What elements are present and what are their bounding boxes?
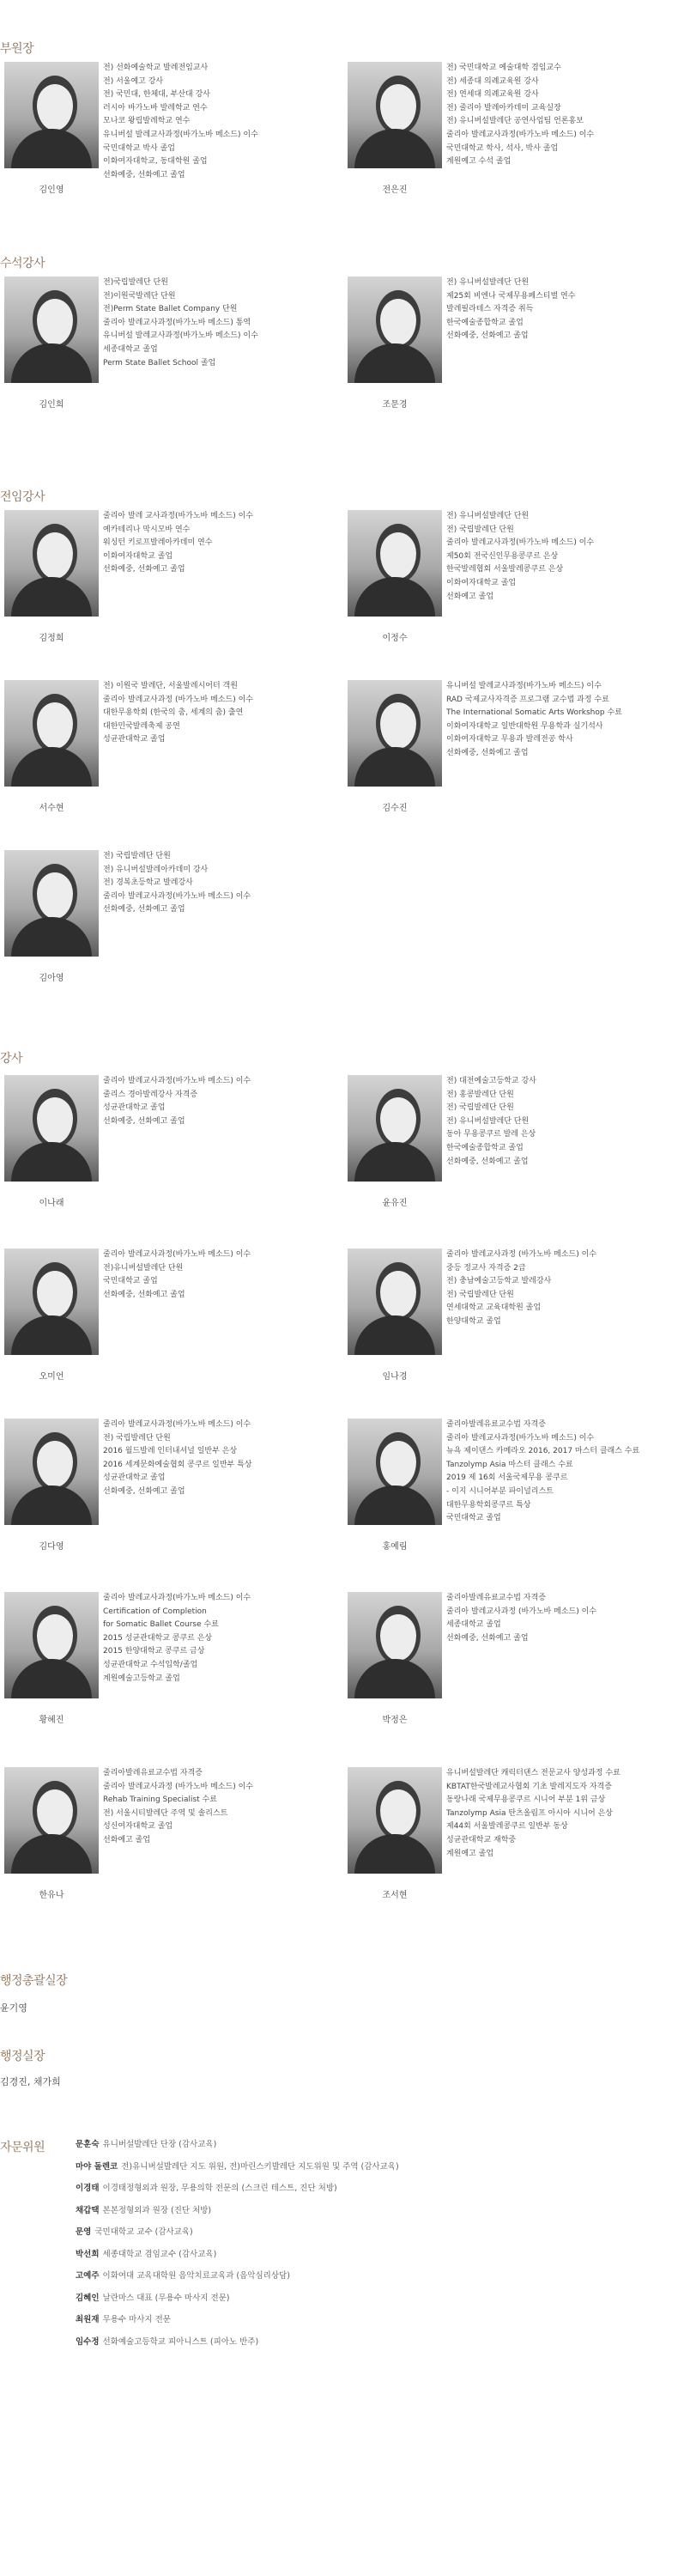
- bio-line: 전) 홍콩발레단 단원: [446, 1090, 514, 1099]
- bio-line: 이화여자대학교 졸업: [103, 551, 173, 561]
- bio-line: 예카테리나 막시모바 연수: [103, 525, 191, 534]
- profile-card: [0, 1419, 326, 1564]
- bio-line: 전) 연세대 의례교육원 강사: [446, 90, 539, 100]
- portrait-photo: [348, 1075, 442, 1182]
- bio-line: 선화예고 졸업: [446, 592, 494, 601]
- bio-line: 전) 선화예술학교 발레전임교사: [103, 64, 209, 72]
- bio-line: The International Somatic Arts Workshop 수료: [446, 708, 622, 718]
- bio-line: 전) 이원국 발레단, 서울발레시어터 객원: [103, 682, 238, 690]
- profile-bio: [446, 1767, 668, 1861]
- advisor-item: [76, 2137, 399, 2160]
- bio-line: KBTAT한국발레교사협회 기초 발레지도자 자격증: [446, 1782, 612, 1791]
- profile-bio: [103, 1592, 324, 1686]
- bio-line: 전) 세종대 의례교육원 강사: [446, 76, 539, 86]
- bio-line: 성균관대학교 졸업: [103, 1103, 166, 1113]
- bio-line: 선화예중, 선화예고 졸업: [446, 748, 529, 757]
- portrait-photo: [4, 1767, 99, 1874]
- portrait-photo: [4, 1249, 99, 1355]
- bio-line: Tanzolymp Asia 탄츠올림프 아시아 시니어 은상: [446, 1808, 613, 1818]
- portrait-photo: [348, 510, 442, 617]
- profile-card: [343, 510, 669, 656]
- bio-line: 전) 줄리아 발레아카데미 교육실장: [446, 103, 561, 112]
- bio-line: 한국발레협회 서울발레콩쿠르 은상: [446, 565, 564, 574]
- profile-card: [0, 510, 326, 656]
- bio-line: 한국예술종합학교 졸업: [446, 318, 524, 327]
- bio-line: 전) 경복초등학교 발레강사: [103, 878, 193, 888]
- bio-line: 워싱턴 키로프발레아카데미 연수: [103, 538, 213, 548]
- bio-line: 국민대학교 졸업: [103, 1277, 158, 1286]
- bio-line: 줄리아 발레교사과정(바가노바 메소드) 이수: [446, 1433, 595, 1443]
- bio-line: 전) 유니버설발레단 단원: [446, 512, 530, 520]
- profile-card: [0, 850, 326, 996]
- bio-line: 전) 서울예고 강사: [103, 76, 164, 86]
- profile-bio: [103, 1075, 324, 1128]
- profile-bio: [103, 276, 324, 370]
- bio-line: 성균관대학교 졸업: [103, 735, 166, 744]
- bio-line: RAD 국제교사자격증 프로그램 교수법 과정 수료: [446, 695, 609, 704]
- bio-line: 이화여자대학교 일반대학원 무용학과 실기석사: [446, 721, 603, 731]
- bio-line: 선화예중, 선화예고 졸업: [103, 905, 185, 914]
- advisor-desc: 선화예술고등학교 피아니스트 (피아노 반주): [102, 2336, 259, 2347]
- profile-name: 한유나: [39, 1891, 64, 1900]
- bio-line: 대한민국발레축제 공연: [103, 721, 180, 731]
- portrait-photo: [348, 1767, 442, 1874]
- bio-line: 2015 성균관대학교 콩쿠르 은상: [103, 1633, 213, 1643]
- advisor-desc: 유니버설발레단 단장 (감사교육): [102, 2140, 217, 2149]
- portrait-photo: [4, 850, 99, 957]
- bio-line: 전) 국립발레단 단원: [446, 1290, 514, 1299]
- bio-line: 줄리스 경아발레강사 자격증: [103, 1090, 198, 1099]
- bio-line: 성균관대학교 수석입학/졸업: [103, 1660, 198, 1669]
- bio-line: 줄리아발레유료교수법 자격증: [103, 1769, 203, 1777]
- bio-line: 대한무용학회콩쿠르 특상: [446, 1500, 531, 1510]
- bio-line: 전) 국립발레단 단원: [446, 1103, 514, 1113]
- bio-line: 유니버설발레단 캐릭터댄스 전문교사 양성과정 수료: [446, 1769, 620, 1777]
- profile-name: 김인영: [39, 185, 64, 195]
- bio-line: 전) 유니버설발레단 단원: [446, 278, 530, 287]
- bio-line: 줄리아 발레교사과정(바가노바 메소드) 이수: [446, 130, 595, 139]
- advisor-desc: 이화여대 교육대학원 음악치료교육과 (음악심리상담): [102, 2271, 290, 2281]
- section-admin-title: 행정실장: [0, 2050, 45, 2063]
- bio-line: 선화예중, 선화예고 졸업: [446, 331, 529, 341]
- bio-line: 제25회 비엔나 국제무용페스티벌 연수: [446, 291, 576, 301]
- bio-line: 줄리아 발레교사과정 (바가노바 메소드) 이수: [103, 1782, 253, 1791]
- profile-name: 김정희: [39, 634, 64, 643]
- profile-name: 임나경: [382, 1372, 408, 1382]
- profile-bio: [446, 1249, 668, 1329]
- advisor-desc: 이경태정형외과 원장, 무용의학 전문의 (스크린 테스트, 진단 처방): [102, 2184, 337, 2193]
- profile-card: [0, 1767, 326, 1913]
- bio-line: 제44회 서울발레콩쿠르 일반부 동상: [446, 1822, 568, 1832]
- bio-line: 세종대학교 졸업: [446, 1620, 501, 1630]
- bio-line: 줄리아 발레교사과정 (바가노바 메소드) 이수: [446, 1607, 596, 1616]
- profile-bio: [446, 680, 668, 761]
- advisor-desc: 전)유니버설발레단 지도 위원, 전)마린스키발레단 지도위원 및 주역 (감사교육): [121, 2161, 399, 2172]
- profile-card: [0, 1075, 326, 1221]
- portrait-photo: [348, 1249, 442, 1355]
- portrait-photo: [348, 1592, 442, 1698]
- portrait-photo: [4, 276, 99, 383]
- profile-bio: [446, 1592, 668, 1645]
- profile-bio: [103, 1249, 324, 1302]
- bio-line: 선화예중, 선화예고 졸업: [103, 1486, 185, 1496]
- profile-bio: [103, 510, 324, 577]
- portrait-photo: [4, 62, 99, 168]
- section-exec-director-title: 행정총괄실장: [0, 1974, 68, 1988]
- profile-name: 김인희: [39, 400, 64, 410]
- advisor-desc: 본본정형외과 원장 (진단 처방): [102, 2205, 212, 2215]
- bio-line: 선화예중, 선화예고 졸업: [103, 565, 185, 574]
- bio-line: 전) 유니버설발레단 단원: [446, 1116, 530, 1126]
- bio-line: 전) 국립발레단 단원: [446, 525, 514, 534]
- profile-bio: [446, 276, 668, 343]
- profile-name: 이정수: [382, 634, 408, 643]
- bio-line: 줄리아발레유료교수법 자격증: [446, 1594, 546, 1602]
- advisor-name: 임수정: [76, 2336, 100, 2347]
- profile-card: [343, 1249, 669, 1394]
- advisor-item: [76, 2203, 399, 2226]
- profile-bio: [446, 62, 668, 169]
- profile-card: [343, 1767, 669, 1913]
- bio-line: 줄리아 발레교사과정 (바가노바 메소드) 이수: [446, 1250, 596, 1259]
- advisor-name: 김혜인: [76, 2293, 100, 2303]
- bio-line: Perm State Ballet School 졸업: [103, 358, 216, 368]
- bio-line: 전) 유니버설발레단 공연사업팀 언론홍보: [446, 117, 584, 126]
- profile-card: [343, 276, 669, 422]
- advisor-desc: 무용수 마사지 전문: [102, 2315, 171, 2324]
- profile-name: 홍예림: [382, 1542, 408, 1552]
- portrait-photo: [348, 1419, 442, 1525]
- profile-card: [0, 1249, 326, 1394]
- bio-line: 성신여자대학교 졸업: [103, 1822, 173, 1832]
- bio-line: 전)유니버설발레단 단원: [103, 1263, 184, 1273]
- portrait-photo: [4, 1592, 99, 1698]
- bio-line: Tanzolymp Asia 마스터 클래스 수료: [446, 1460, 573, 1469]
- advisor-item: [76, 2291, 399, 2313]
- portrait-photo: [4, 680, 99, 787]
- bio-line: 줄리아 발레교사과정 (바가노바 메소드) 이수: [103, 695, 253, 704]
- bio-line: 2019 제 16회 서울국제무용 콩쿠르: [446, 1473, 568, 1483]
- bio-line: 계원예고 수석 졸업: [446, 157, 512, 167]
- bio-line: 국민대학교 졸업: [446, 1514, 501, 1523]
- advisor-name: 문영: [76, 2227, 92, 2237]
- profile-card: [0, 62, 326, 208]
- portrait-photo: [4, 1075, 99, 1182]
- bio-line: 줄리아 발레교사과정(바가노바 메소드) 이수: [103, 1594, 251, 1602]
- portrait-photo: [4, 510, 99, 617]
- section-vice-principal-title: 부원장: [0, 42, 34, 56]
- bio-line: 전)국립발레단 단원: [103, 278, 168, 287]
- bio-line: 2016 월드발레 인터내셔널 일반부 은상: [103, 1447, 238, 1456]
- profile-card: [343, 1419, 669, 1564]
- profile-name: 윤유진: [382, 1199, 408, 1208]
- bio-line: 전) 충남예술고등학교 발레강사: [446, 1277, 552, 1286]
- profile-name: 김수진: [382, 804, 408, 813]
- bio-line: 계원예술고등학교 졸업: [103, 1674, 180, 1683]
- advisor-item: [76, 2335, 399, 2357]
- bio-line: 선화예중, 선화예고 졸업: [103, 1290, 185, 1299]
- bio-line: 전) 유니버설발레아카데미 강사: [103, 865, 209, 874]
- profile-name: 전은진: [382, 185, 408, 195]
- bio-line: 전)Perm State Ballet Company 단원: [103, 305, 238, 314]
- advisor-name: 마야 돌렌코: [76, 2161, 118, 2172]
- bio-line: 이화여자대학교 무용과 발레전공 학사: [446, 735, 573, 744]
- bio-line: - 이지 시니어부분 파이널리스트: [446, 1486, 554, 1496]
- bio-line: 줄리아 발레교사과정(바가노바 메소드) 이수: [103, 1420, 251, 1429]
- bio-line: 줄리아 발레교사과정(바가노바 메소드) 이수: [446, 538, 595, 548]
- bio-line: 선화예중, 선화예고 졸업: [446, 1633, 529, 1643]
- bio-line: 전) 국민대학교 예술대학 겸임교수: [446, 64, 561, 72]
- bio-line: 성균관대학교 졸업: [103, 1473, 166, 1483]
- profile-bio: [103, 1419, 324, 1499]
- bio-line: 줄리아 발레교사과정(바가노바 메소드) 이수: [103, 891, 251, 901]
- bio-line: 국민대학교 학사, 석사, 박사 졸업: [446, 143, 559, 153]
- profile-name: 황혜진: [39, 1716, 64, 1725]
- profile-name: 박정은: [382, 1716, 408, 1725]
- bio-line: 이화여자대학교 졸업: [446, 578, 517, 587]
- profile-name: 서수현: [39, 804, 64, 813]
- portrait-photo: [348, 276, 442, 383]
- section-instructors-title: 강사: [0, 1052, 23, 1066]
- advisor-desc: 세종대학교 겸임교수 (감사교육): [102, 2249, 217, 2259]
- advisor-item: [76, 2225, 399, 2247]
- advisor-item: [76, 2160, 399, 2182]
- bio-line: 제50회 전국신인무용콩쿠르 은상: [446, 551, 559, 561]
- bio-line: 한국예술종합학교 졸업: [446, 1143, 524, 1152]
- bio-line: 선화예중, 선화예고 졸업: [446, 1157, 529, 1166]
- bio-line: Certification of Completion: [103, 1607, 207, 1616]
- bio-line: 줄리아 발레교사과정(바가노바 메소드) 통역: [103, 318, 251, 327]
- advisor-name: 고예주: [76, 2271, 100, 2281]
- bio-line: 전) 국민대, 한체대, 부산대 강사: [103, 90, 211, 100]
- bio-line: for Somatic Ballet Course 수료: [103, 1620, 219, 1630]
- section-fulltime-title: 전임강사: [0, 490, 45, 504]
- bio-line: 대한무용학회 (한국의 춤, 세계의 춤) 출연: [103, 708, 244, 718]
- profile-card: [0, 1592, 326, 1738]
- advisor-name: 이경태: [76, 2184, 100, 2193]
- profile-card: [343, 62, 669, 208]
- bio-line: 선화예고 졸업: [103, 1835, 151, 1844]
- portrait-photo: [348, 62, 442, 168]
- bio-line: 전)이원국발레단 단원: [103, 291, 176, 301]
- bio-line: 연세대학교 교육대학원 졸업: [446, 1303, 542, 1313]
- bio-line: 2015 한양대학교 콩쿠르 금상: [103, 1647, 205, 1656]
- advisor-desc: 날란마스 대표 (무용수 마사지 전문): [102, 2293, 230, 2303]
- bio-line: 선화예중, 선화예고 졸업: [103, 170, 185, 179]
- bio-line: 모나코 왕립발레학교 연수: [103, 117, 191, 126]
- bio-line: 동아 무용콩쿠르 발레 은상: [446, 1130, 536, 1139]
- profile-card: [343, 680, 669, 826]
- profile-bio: [446, 1419, 668, 1526]
- bio-line: 줄리아 발레 교사과정(바가노바 메소드) 이수: [103, 512, 253, 520]
- profile-bio: [446, 1075, 668, 1169]
- bio-line: 동랑나래 국제무용콩쿠르 시니어 부분 1위 금상: [446, 1795, 606, 1805]
- bio-line: 전) 국립발레단 단원: [103, 852, 171, 860]
- bio-line: 성균관대학교 재학중: [446, 1835, 517, 1844]
- bio-line: 전) 국립발레단 단원: [103, 1433, 171, 1443]
- bio-line: 전) 대전예술고등학교 강사: [446, 1077, 536, 1085]
- profile-bio: [103, 850, 324, 917]
- profile-name: 김아영: [39, 974, 64, 983]
- advisor-name: 채갑택: [76, 2205, 100, 2215]
- profile-card: [0, 680, 326, 826]
- bio-line: 한양대학교 졸업: [446, 1316, 501, 1326]
- advisor-item: [76, 2269, 399, 2291]
- section-advisors-title: 자문위원: [0, 2141, 45, 2154]
- advisor-name: 최원재: [76, 2315, 100, 2324]
- section-head-instructors-title: 수석강사: [0, 257, 45, 270]
- advisor-list: [76, 2137, 399, 2356]
- advisor-item: [76, 2247, 399, 2269]
- bio-line: 유니버설 발레교사과정(바가노바 메소드) 이수: [103, 130, 258, 139]
- profile-name: 김다영: [39, 1542, 64, 1552]
- advisor-name: 문훈숙: [76, 2140, 100, 2149]
- portrait-photo: [4, 1419, 99, 1525]
- profile-card: [343, 1075, 669, 1221]
- bio-line: 줄리아발레유료교수법 자격증: [446, 1420, 546, 1429]
- portrait-photo: [348, 680, 442, 787]
- admin-names: 김경진, 채가희: [0, 2076, 61, 2087]
- bio-line: 유니버설 발레교사과정(바가노바 메소드) 이수: [103, 331, 258, 341]
- profile-name: 조문경: [382, 400, 408, 410]
- profile-bio: [103, 62, 324, 182]
- bio-line: 줄리아 발레교사과정(바가노바 메소드) 이수: [103, 1250, 251, 1259]
- bio-line: 전) 서울시티발레단 주역 및 솔리스트: [103, 1808, 228, 1818]
- profile-name: 오미언: [39, 1372, 64, 1382]
- bio-line: 뉴욕 제이댄스 카메라오 2016, 2017 마스터 클래스 수료: [446, 1447, 640, 1456]
- bio-line: 이화여자대학교, 동대학원 졸업: [103, 157, 208, 167]
- profile-name: 조서현: [382, 1891, 408, 1900]
- bio-line: 선화예중, 선화예고 졸업: [103, 1116, 185, 1126]
- bio-line: 발레필라테스 자격증 취득: [446, 305, 534, 314]
- bio-line: 국민대학교 박사 졸업: [103, 143, 175, 153]
- profile-card: [0, 276, 326, 422]
- profile-card: [343, 1592, 669, 1738]
- bio-line: Rehab Training Specialist 수료: [103, 1795, 217, 1805]
- profile-name: 이나래: [39, 1199, 64, 1208]
- bio-line: 계원예고 졸업: [446, 1849, 494, 1858]
- advisor-item: [76, 2181, 399, 2203]
- profile-bio: [103, 680, 324, 747]
- exec-director-name: 윤기영: [0, 2002, 27, 2014]
- bio-line: 세종대학교 졸업: [103, 344, 158, 354]
- bio-line: 중등 정교사 자격증 2급: [446, 1263, 526, 1273]
- bio-line: 러시아 바가노바 발레학교 연수: [103, 103, 208, 112]
- advisor-desc: 국민대학교 교수 (감사교육): [94, 2227, 193, 2237]
- advisor-name: 박선희: [76, 2249, 100, 2259]
- bio-line: 2016 세계문화예술협회 콩쿠르 일반부 특상: [103, 1460, 252, 1469]
- bio-line: 줄리아 발레교사과정(바가노바 메소드) 이수: [103, 1077, 251, 1085]
- profile-bio: [446, 510, 668, 604]
- profile-bio: [103, 1767, 324, 1848]
- advisor-item: [76, 2312, 399, 2335]
- bio-line: 유니버설 발레교사과정(바가노바 메소드) 이수: [446, 682, 602, 690]
